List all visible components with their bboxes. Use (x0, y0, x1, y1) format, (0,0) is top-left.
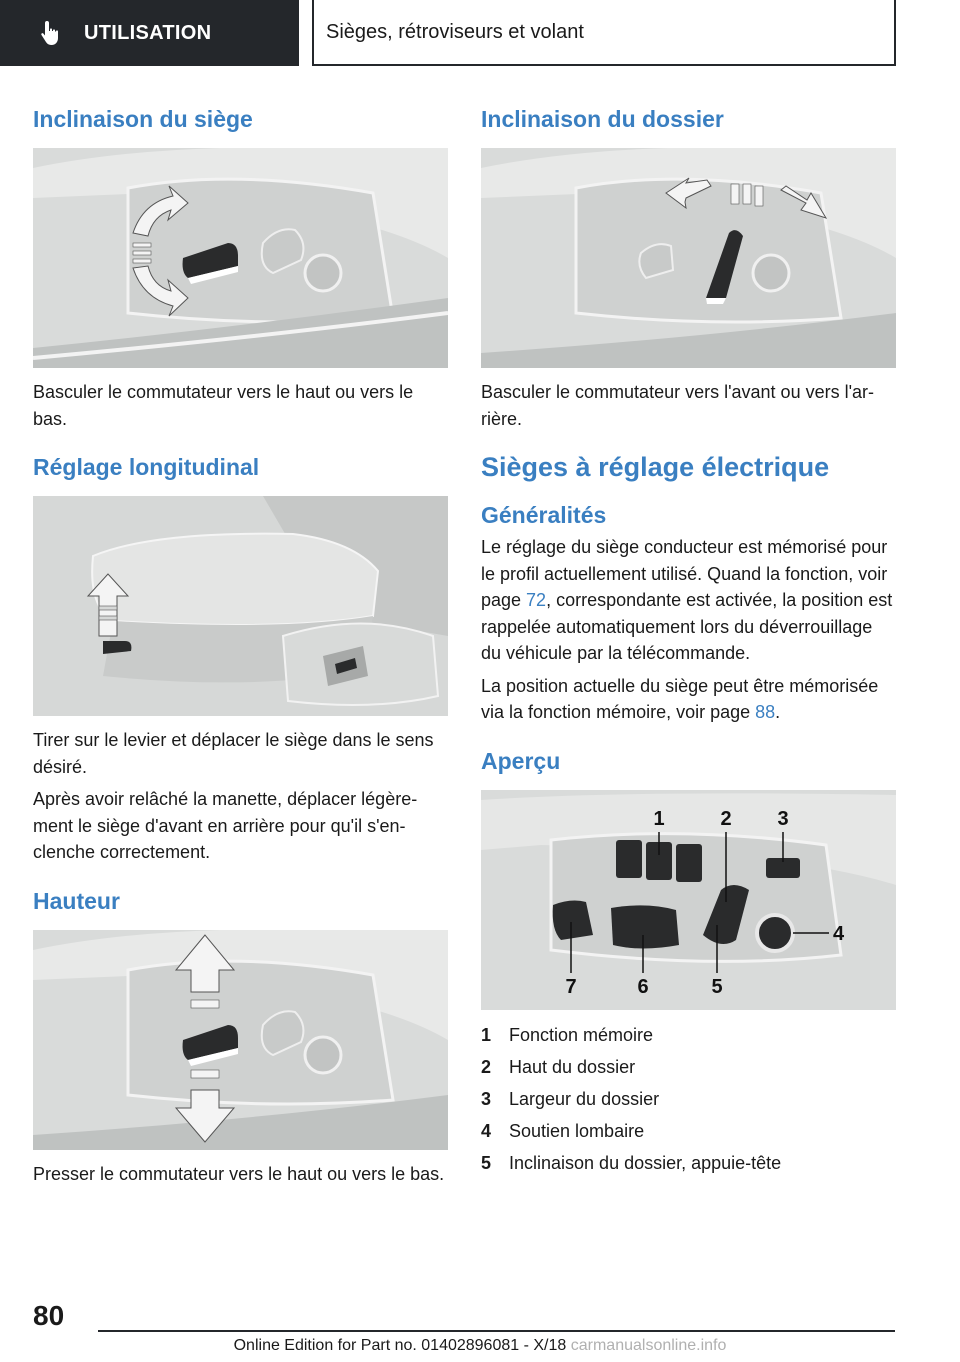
section-title: UTILISATION (84, 21, 212, 44)
legend-text: Soutien lombaire (509, 1120, 645, 1141)
backrest-figure (481, 148, 896, 368)
legend-text: Inclinaison du dossier, appuie-tête (509, 1152, 782, 1173)
chapter-title: Sièges, rétroviseurs et volant (326, 20, 584, 43)
legend-num: 2 (481, 1056, 492, 1077)
legend-item (481, 1051, 896, 1083)
legend-num: 3 (481, 1088, 492, 1109)
right-column (481, 100, 896, 1179)
overview-figure (481, 790, 896, 1010)
legend-item (481, 1147, 896, 1179)
legend-item (481, 1115, 896, 1147)
section-tab (0, 0, 299, 66)
figure-label-6: 6 (637, 975, 649, 998)
footer-rule (98, 1330, 895, 1332)
general-text-2 (481, 673, 896, 726)
legend-num: 5 (481, 1152, 492, 1173)
longitudinal-heading: Réglage longitudinal (33, 454, 260, 480)
backrest-text: Basculer le commutateur vers l'avant ou vers l'arrière. (481, 382, 875, 429)
watermark-text: carmanualsonline.info (570, 1337, 727, 1354)
backrest-heading: Inclinaison du dossier (481, 106, 724, 132)
general-text-1b: , correspondante est activée, la position est rappelée automatiquement lors du déverrouillage du véhicule par la télécommande. (481, 590, 893, 663)
legend-num: 1 (481, 1024, 492, 1045)
general-text-2b: . (775, 702, 781, 722)
general-text-1a: Le réglage du siège conducteur est mémorisé pour le profil actuellement utilisé. Quand la fonction, voir page (481, 537, 888, 610)
legend-item (481, 1083, 896, 1115)
seat-tilt-heading: Inclinaison du siège (33, 106, 253, 132)
seat-tilt-text: Basculer le commutateur vers le haut ou vers le bas. (33, 382, 414, 429)
legend-text: Largeur du dossier (509, 1088, 660, 1109)
left-column (33, 100, 448, 1187)
footer-text (0, 1337, 960, 1355)
general-text-2a: La position actuelle du siège peut être mémorisée via la fonction mémoire, voir page (481, 675, 879, 722)
longitudinal-text-1: Tirer sur le levier et déplacer le siège dans le sens désiré. (33, 730, 434, 777)
height-text: Presser le commutateur vers le haut ou vers le bas. (33, 1163, 445, 1184)
figure-label-4: 4 (833, 922, 845, 945)
figure-label-3: 3 (777, 807, 789, 830)
chapter-box (312, 0, 896, 66)
figure-label-2: 2 (720, 807, 732, 830)
page-link-72[interactable]: 72 (526, 590, 547, 610)
overview-heading: Aperçu (481, 747, 561, 774)
edition-text: Online Edition for Part no. 01402896081 - X/18 (233, 1337, 567, 1354)
longitudinal-figure (33, 496, 448, 716)
height-figure (33, 930, 448, 1150)
height-heading: Hauteur (33, 887, 120, 914)
figure-label-7: 7 (565, 975, 577, 998)
page-number: 80 (33, 1300, 65, 1331)
page-header (0, 0, 960, 66)
legend-text: Haut du dossier (509, 1056, 636, 1077)
general-text-1 (481, 534, 896, 667)
seat-tilt-figure (33, 148, 448, 368)
overview-legend (481, 1019, 896, 1179)
legend-num: 4 (481, 1120, 492, 1141)
longitudinal-text-2: Après avoir relâché la manette, déplacer légèrement le siège d'avant en arrière pour qu'il s'enclenche correctement. (33, 789, 418, 862)
figure-label-1: 1 (653, 807, 665, 830)
hand-pointer-icon (40, 20, 62, 46)
legend-item (481, 1019, 896, 1051)
legend-text: Fonction mémoire (509, 1024, 654, 1045)
electric-seats-heading: Sièges à réglage électrique (481, 452, 830, 482)
page-link-88[interactable]: 88 (755, 702, 776, 722)
general-heading: Généralités (481, 502, 607, 528)
figure-label-5: 5 (711, 975, 723, 998)
